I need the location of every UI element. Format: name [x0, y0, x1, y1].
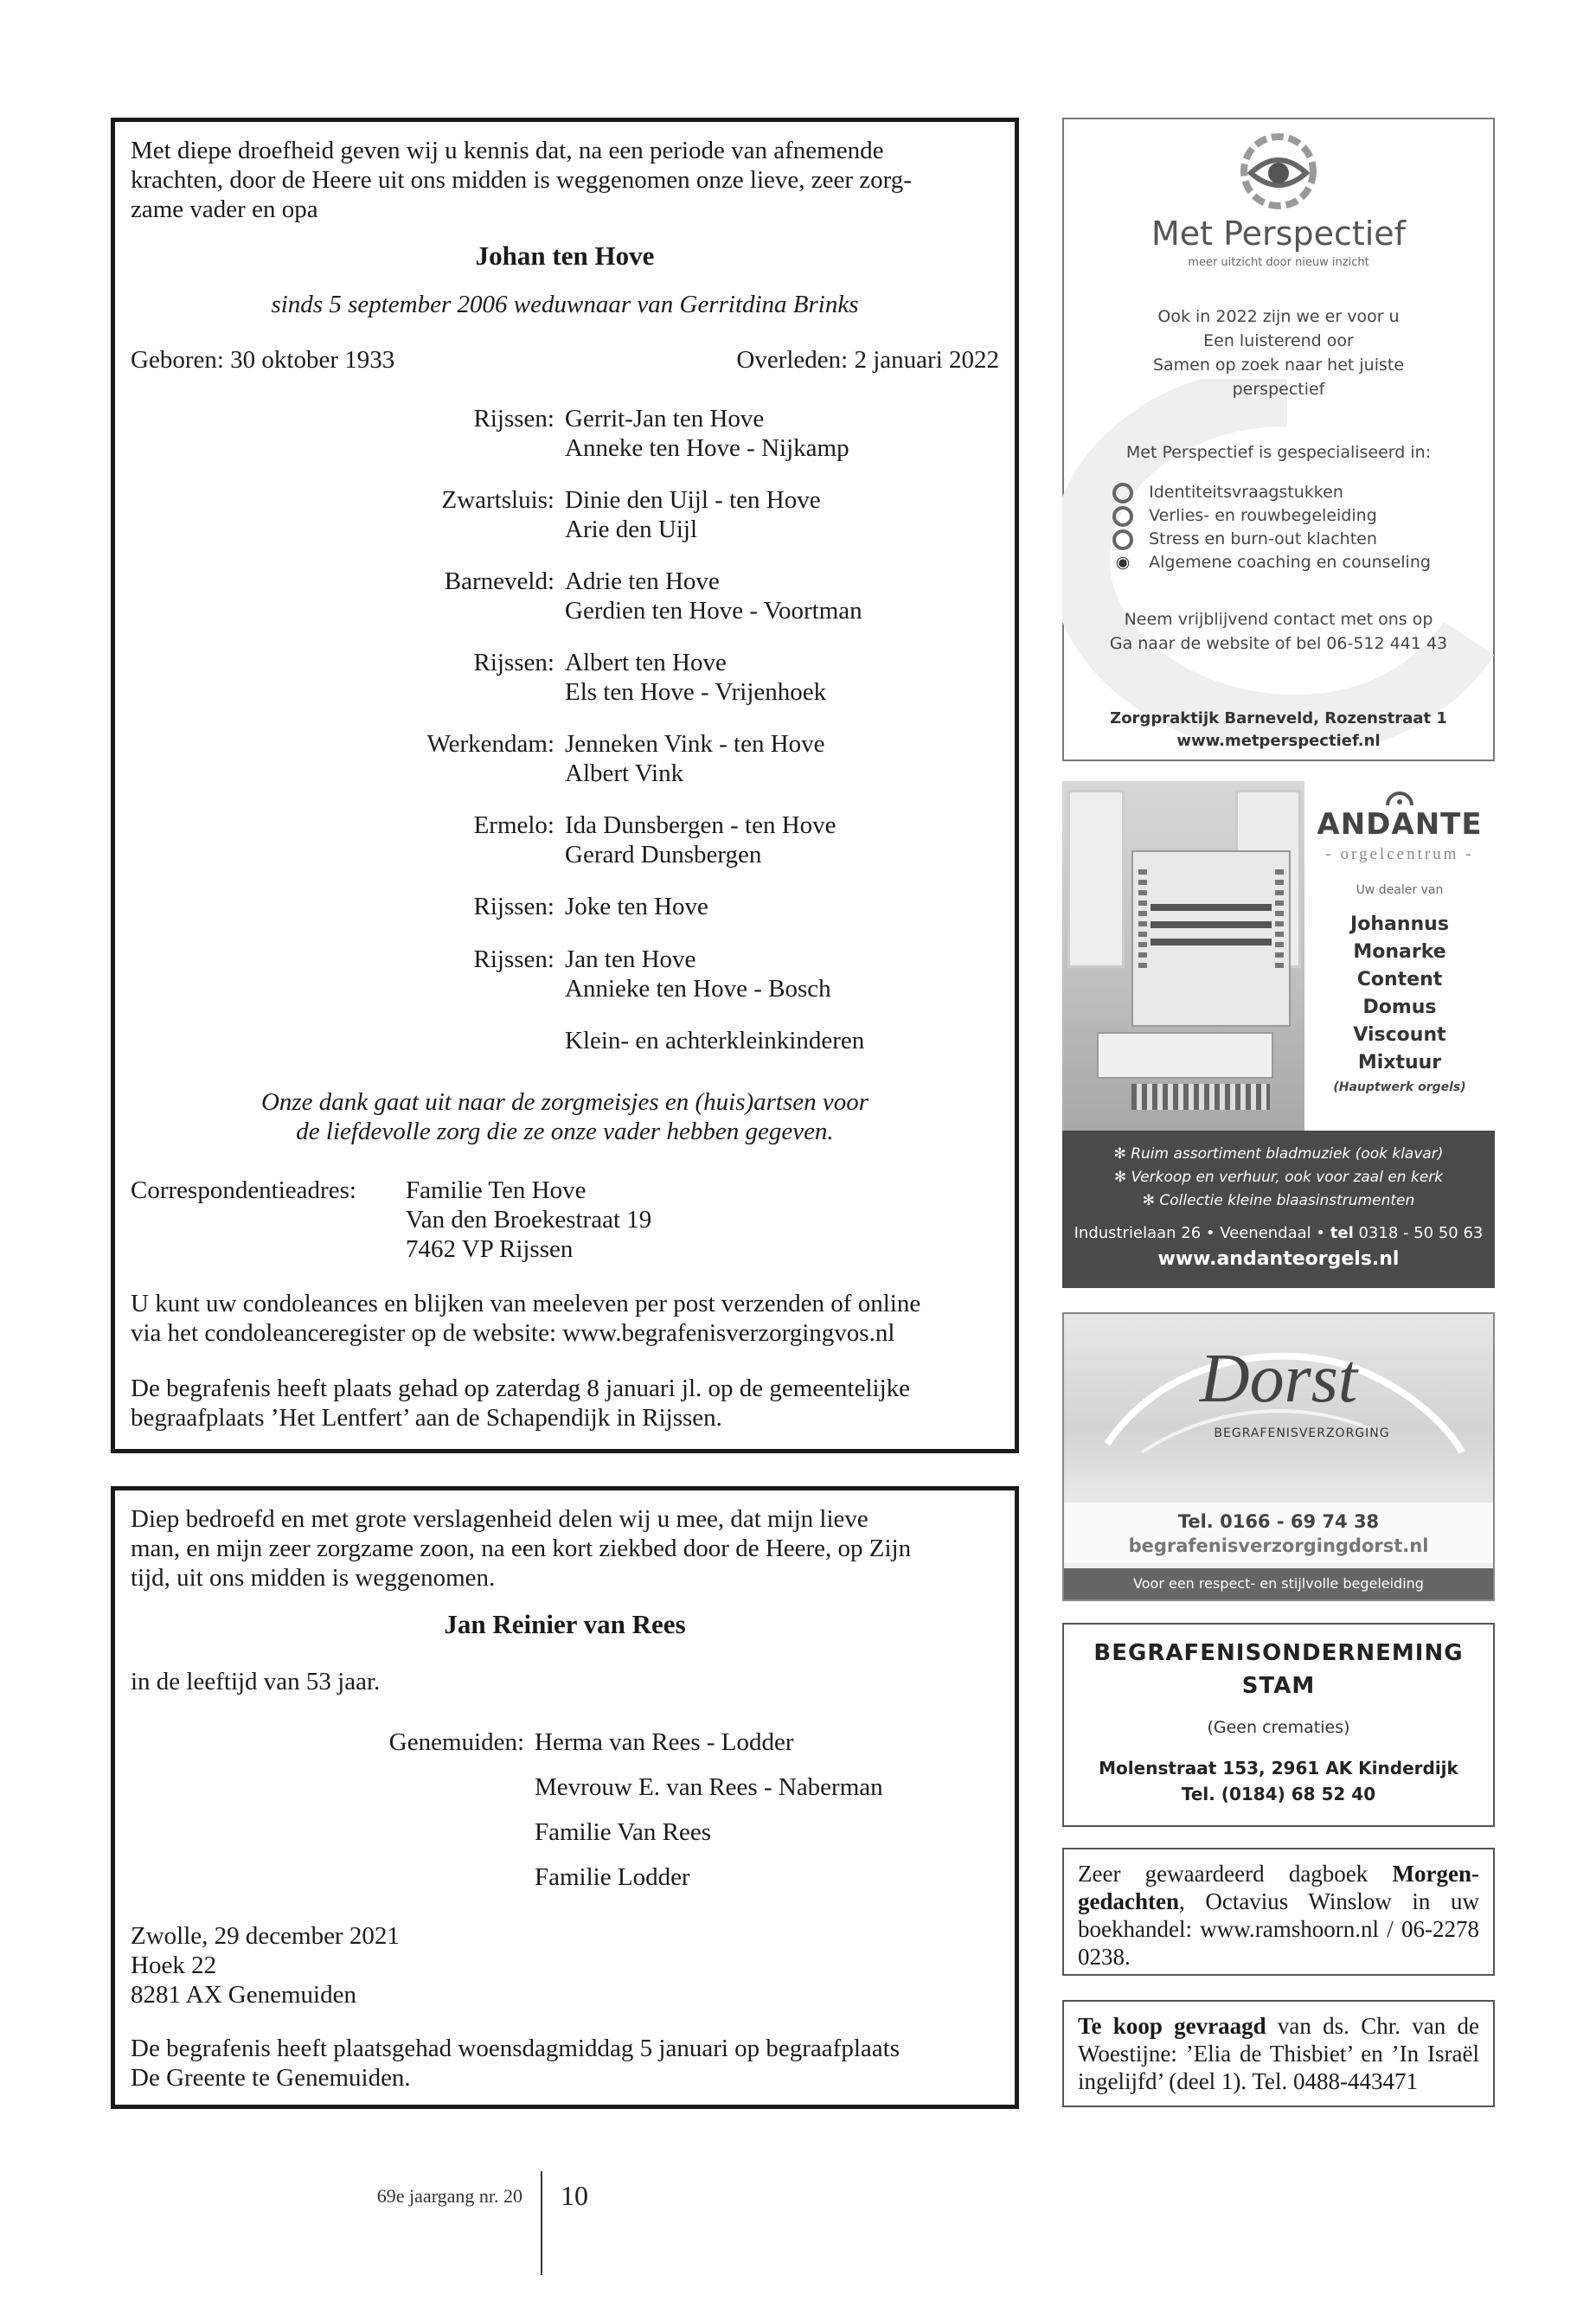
birth-date: Geboren: 30 oktober 1933	[131, 346, 395, 374]
family-entry	[115, 892, 1015, 945]
family-member: Dinie den Uijl - ten Hove	[565, 486, 821, 514]
family-place: Barneveld:	[444, 567, 554, 595]
family-entry	[115, 945, 1015, 1026]
obituary-jan-reinier-van-rees	[111, 1486, 1019, 2109]
eye-bullet-icon: ◉	[1115, 553, 1131, 572]
obituary-johan-ten-hove	[111, 118, 1019, 1453]
family-place: Ermelo:	[473, 811, 554, 839]
intro-text	[1064, 304, 1493, 401]
dorst-tel: Tel. 0166 - 69 74 38	[1177, 1511, 1380, 1532]
obituary-intro	[131, 1504, 1004, 1593]
family-place: Rijssen:	[473, 893, 554, 920]
contact-line: Neem vrijblijvend contact met ons op	[1124, 610, 1433, 629]
organ-brand: Mixtuur	[1357, 1052, 1442, 1074]
asterisk-icon: ✻	[1113, 1145, 1131, 1163]
family-member: Annieke ten Hove - Bosch	[565, 975, 831, 1003]
intro-line: tijd, uit ons midden is weggenomen.	[131, 1564, 496, 1592]
wanted-heading: Te koop gevraagd	[1078, 2013, 1266, 2039]
contact-text	[1064, 607, 1493, 656]
funeral-line: begraafplaats ’Het Lentfert’ aan de Schapendijk in Rijssen.	[131, 1404, 722, 1432]
thanks-line: Onze dank gaat uit naar de zorgmeisjes en (huis)artsen voor	[260, 1088, 869, 1116]
family-member: Joke ten Hove	[565, 893, 708, 920]
dorst-brand: Dorst	[1199, 1341, 1358, 1417]
andante-brand: ANDANTE	[1317, 807, 1483, 842]
brand-name: Met Perspectief	[1151, 215, 1407, 253]
family-member: Familie Lodder	[535, 1863, 690, 1891]
ad-met-perspectief	[1062, 118, 1495, 761]
arch-logo-icon	[1384, 790, 1415, 807]
intro-line: Een luisterend oor	[1203, 331, 1354, 350]
condolence-line: U kunt uw condoleances en blijken van meeleven per post verzenden of online	[131, 1290, 921, 1317]
specialisation-heading: Met Perspectief is gespecialiseerd in:	[1125, 443, 1432, 462]
dorst-contact-panel	[1064, 1503, 1493, 1563]
family-place: Werkendam:	[426, 730, 554, 758]
ad-dorst-begrafenisverzorging	[1062, 1312, 1495, 1601]
organ-pedals	[1131, 1084, 1270, 1110]
family-place: Genemuiden:	[388, 1728, 524, 1756]
family-place: Zwartsluis:	[441, 486, 554, 514]
brand-tagline: meer uitzicht door nieuw inzicht	[1188, 256, 1369, 269]
dealer-label: Uw dealer van	[1356, 883, 1444, 897]
family-entry	[115, 567, 1015, 648]
intro-line: Samen op zoek naar het juiste	[1152, 356, 1405, 375]
widower-note: sinds 5 september 2006 weduwnaar van Gerritdina Brinks	[271, 291, 859, 318]
family-member: Gerdien ten Hove - Voortman	[565, 597, 862, 625]
family-entry	[115, 648, 1015, 729]
dorst-website: begrafenisverzorgingdorst.nl	[1128, 1535, 1429, 1556]
family-member: Jenneken Vink - ten Hove	[565, 730, 825, 758]
andante-bullets	[1062, 1143, 1495, 1213]
address-line: Familie Ten Hove	[406, 1176, 586, 1204]
family-member: Gerard Dunsbergen	[565, 841, 762, 868]
obituary-intro	[131, 136, 1004, 224]
contact-line: Ga naar de website of bel 06-512 441 43	[1109, 634, 1448, 653]
condolence-line: via het condoleanceregister op de website: www.begrafenisverzorgingvos.nl	[131, 1319, 895, 1347]
address-block	[1064, 708, 1493, 753]
services-list	[1112, 481, 1431, 574]
address-line: Zwolle, 29 december 2021	[131, 1922, 400, 1950]
family-list	[115, 404, 1015, 1061]
circle-bullet-icon	[1112, 506, 1133, 527]
service-item	[1112, 551, 1431, 574]
family-entry	[115, 404, 1015, 485]
family-member: Gerrit-Jan ten Hove	[565, 405, 765, 433]
issue-info: 69e jaargang nr. 20	[376, 2185, 522, 2207]
bullet-item	[1062, 1166, 1495, 1189]
ad-morgengedachten	[1062, 1848, 1495, 1976]
grandchildren-entry	[115, 1026, 1015, 1061]
service-item	[1112, 504, 1431, 528]
thanks-line: de liefdevolle zorg die ze onze vader hebben gegeven.	[296, 1118, 834, 1145]
ad-te-koop-gevraagd	[1062, 2000, 1495, 2107]
family-entry	[115, 811, 1015, 892]
deceased-name: Jan Reinier van Rees	[444, 1609, 686, 1639]
andante-sub: - orgelcentrum -	[1325, 845, 1474, 863]
page-number: 10	[561, 2180, 588, 2211]
bullet-item	[1062, 1189, 1495, 1213]
address-line: 7462 VP Rijssen	[406, 1235, 574, 1263]
age-note: in de leeftijd van 53 jaar.	[131, 1668, 381, 1695]
ad-text: , Octavius Winslow in uw boekhandel: www.ramshoorn.nl / 06-2278 0238.	[1078, 1888, 1479, 1970]
organ-console	[1131, 850, 1291, 1027]
website: www.metperspectief.nl	[1176, 732, 1381, 750]
practice-address: Zorgpraktijk Barneveld, Rozenstraat 1	[1110, 709, 1447, 727]
family-place: Rijssen:	[473, 405, 554, 433]
stam-address: Molenstraat 153, 2961 AK Kinderdijk	[1099, 1758, 1458, 1779]
asterisk-icon: ✻	[1142, 1192, 1160, 1209]
footer-divider	[541, 2171, 542, 2275]
intro-line: krachten, door de Heere uit ons midden is weggenomen onze lieve, zeer zorg-	[131, 166, 912, 194]
family-member: Mevrouw E. van Rees - Naberman	[535, 1773, 883, 1801]
tel-label: tel	[1330, 1224, 1354, 1242]
dorst-sub: BEGRAFENISVERZORGING	[1214, 1426, 1390, 1440]
ad-text: van ds. Chr. van de Woestijne: ’Elia de Thisbiet’ en ’In Israël ingelijfd’ (deel 1). Tel. 0488-443471	[1078, 2013, 1479, 2094]
andante-website: www.andanteorgels.nl	[1157, 1248, 1400, 1270]
funeral-line: De begrafenis heeft plaatsgehad woensdagmiddag 5 januari op begraafplaats	[131, 2035, 900, 2062]
service-label: Stress en burn-out klachten	[1149, 529, 1377, 548]
intro-line: zame vader en opa	[131, 195, 318, 223]
family-member: Adrie ten Hove	[565, 567, 720, 595]
ad-stam-begrafenisonderneming	[1062, 1623, 1495, 1827]
death-date: Overleden: 2 januari 2022	[736, 346, 999, 374]
family-member: Arie den Uijl	[565, 516, 698, 543]
circle-bullet-icon	[1112, 483, 1133, 503]
family-member: Albert Vink	[565, 760, 684, 787]
service-item	[1112, 528, 1431, 551]
correspondence-address	[131, 1176, 651, 1264]
sender-address	[131, 1921, 400, 2009]
stam-tel: Tel. (0184) 68 52 40	[1181, 1784, 1376, 1804]
organ-photo	[1062, 781, 1304, 1131]
address-line: Van den Broekestraat 19	[406, 1206, 652, 1234]
service-label: Algemene coaching en counseling	[1149, 553, 1431, 572]
intro-line: Met diepe droefheid geven wij u kennis dat, na een periode van afnemende	[131, 137, 884, 164]
stam-title: STAM	[1241, 1673, 1316, 1699]
funeral-line: De Greente te Genemuiden.	[131, 2064, 411, 2092]
family-entry	[115, 729, 1015, 811]
family-member: Jan ten Hove	[565, 945, 696, 973]
hauptwerk-note: (Hauptwerk orgels)	[1333, 1080, 1466, 1094]
eye-logo-icon	[1235, 128, 1322, 215]
correspondence-label: Correspondentieadres:	[131, 1176, 356, 1204]
service-item	[1112, 481, 1431, 504]
stam-title: BEGRAFENISONDERNEMING	[1093, 1640, 1464, 1666]
deceased-name: Johan ten Hove	[475, 240, 655, 271]
address-line: Hoek 22	[131, 1952, 217, 1979]
family-entry	[115, 485, 1015, 567]
dorst-slogan: Voor een respect- en stijlvolle begeleiding	[1064, 1568, 1493, 1599]
bullet-item	[1062, 1143, 1495, 1166]
tel-number: 0318 - 50 50 63	[1353, 1224, 1484, 1242]
family-member: Ida Dunsbergen - ten Hove	[565, 811, 836, 839]
intro-line: Ook in 2022 zijn we er voor u	[1157, 307, 1400, 326]
family-member: Els ten Hove - Vrijenhoek	[565, 678, 827, 706]
intro-line: man, en mijn zeer zorgzame zoon, na een kort ziekbed door de Heere, op Zijn	[131, 1535, 912, 1562]
intro-line: Diep bedroefd en met grote verslagenheid delen wij u mee, dat mijn lieve	[131, 1505, 869, 1533]
organ-brand: Johannus	[1350, 913, 1449, 935]
organ-bench	[1097, 1032, 1273, 1079]
grandchildren: Klein- en achterkleinkinderen	[565, 1027, 865, 1054]
bullet-text: Collectie kleine blaasinstrumenten	[1159, 1192, 1415, 1209]
organ-brand: Content	[1356, 969, 1443, 990]
andante-brand-panel	[1304, 781, 1495, 1131]
family-member: Anneke ten Hove - Nijkamp	[565, 434, 849, 462]
circle-bullet-icon	[1112, 529, 1133, 550]
organ-brand: Viscount	[1353, 1024, 1446, 1046]
book-title: Morgen-gedachten	[1078, 1861, 1479, 1914]
stam-note: (Geen crematies)	[1207, 1718, 1350, 1737]
bullet-text: Ruim assortiment bladmuziek (ook klavar)	[1131, 1145, 1444, 1163]
family-place: Rijssen:	[473, 649, 554, 676]
service-label: Verlies- en rouwbegeleiding	[1149, 506, 1377, 525]
andante-address	[1062, 1224, 1495, 1242]
brand-list	[1304, 911, 1495, 1077]
intro-line: perspectief	[1232, 380, 1325, 399]
asterisk-icon: ✻	[1113, 1169, 1131, 1186]
family-place: Rijssen:	[473, 945, 554, 973]
bullet-text: Verkoop en verhuur, ook voor zaal en kerk	[1131, 1169, 1444, 1186]
family-entry	[115, 1727, 883, 1892]
family-member: Albert ten Hove	[565, 649, 727, 676]
service-label: Identiteitsvraagstukken	[1149, 483, 1343, 502]
organ-brand: Monarke	[1353, 941, 1446, 963]
ad-andante-orgelcentrum	[1062, 781, 1495, 1288]
family-member: Herma van Rees - Lodder	[535, 1728, 794, 1756]
address-text: Industrielaan 26 • Veenendaal •	[1074, 1224, 1330, 1242]
window-shape	[1067, 790, 1125, 968]
ad-text: Zeer gewaardeerd dagboek	[1078, 1861, 1393, 1887]
family-member: Familie Van Rees	[535, 1818, 712, 1846]
organ-brand: Domus	[1362, 997, 1437, 1018]
address-line: 8281 AX Genemuiden	[131, 1981, 356, 2009]
funeral-line: De begrafenis heeft plaats gehad op zaterdag 8 januari jl. op de gemeentelijke	[131, 1375, 911, 1402]
